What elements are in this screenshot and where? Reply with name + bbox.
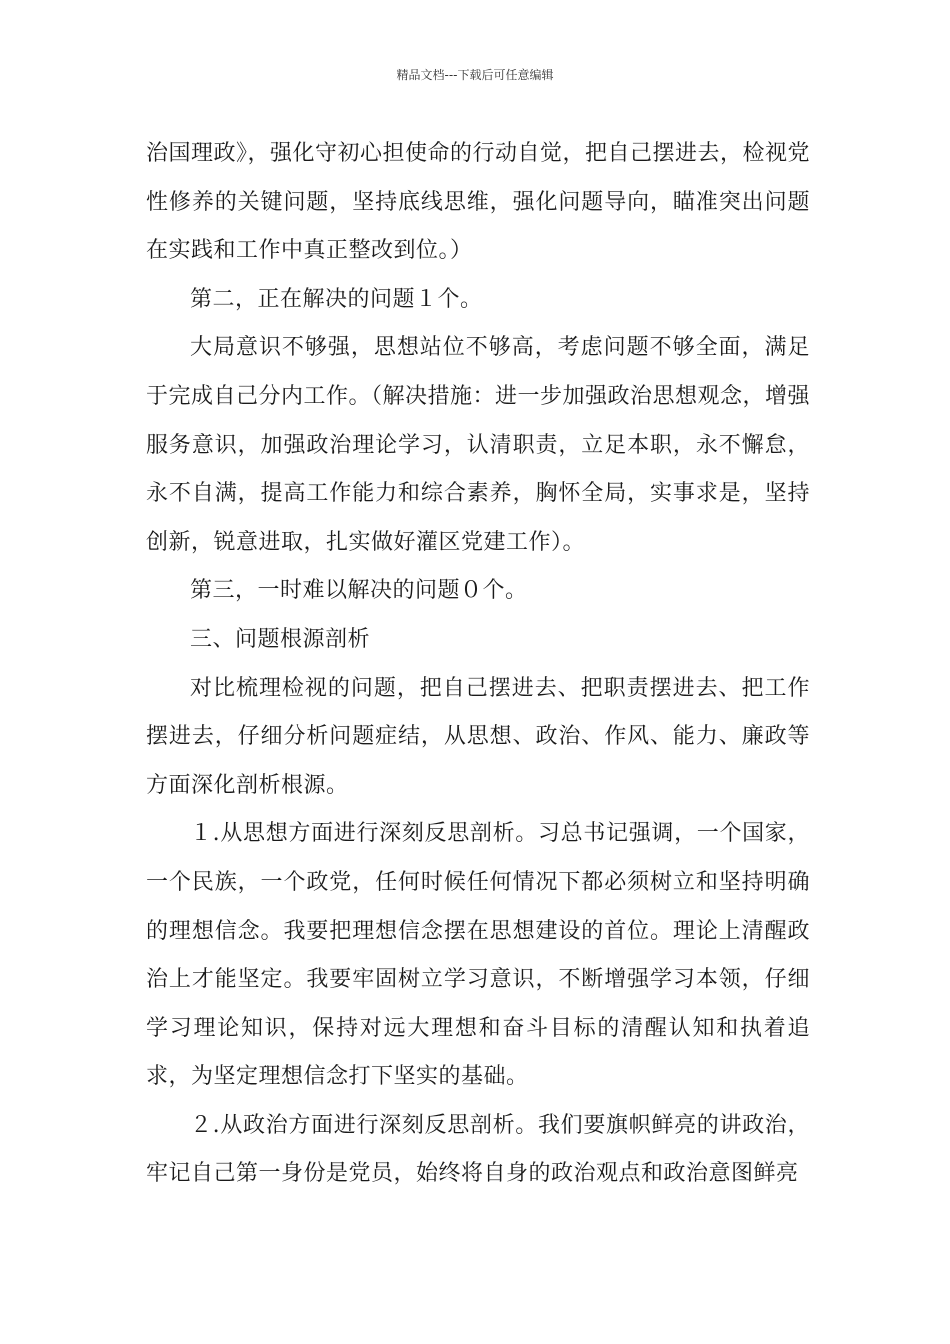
- section-heading: 三、问题根源剖析: [190, 626, 371, 652]
- paragraph-6: １.从思想方面进行深刻反思剖析。习总书记强调，一个国家，一个民族，一个政党，任何时候任何情况下都必须树立和坚持明确的理想信念。我要把理想信念摆在思想建设的首位。理论上清醒政治上才能坚定。我要牢固树立学习意识，不断增强学习本领，仔细学习理论知识，保持对远大理想和奋斗目标的清醒认知和执着追求，为坚定理想信念打下坚实的基础。: [146, 821, 810, 1090]
- document-body: [146, 130, 810, 1199]
- page-header: 精品文档---下载后可任意编辑: [396, 68, 554, 82]
- paragraph-4: 第三，一时难以解决的问题０个。: [190, 578, 528, 604]
- paragraph-2: 第二，正在解决的问题１个。: [190, 286, 483, 312]
- paragraph-5: 对比梳理检视的问题，把自己摆进去、把职责摆进去、把工作摆进去，仔细分析问题症结，从思想、政治、作风、能力、廉政等方面深化剖析根源。: [146, 675, 810, 798]
- paragraph-1: 治国理政》，强化守初心担使命的行动自觉，把自己摆进去，检视党性修养的关键问题，坚持底线思维，强化问题导向，瞄准突出问题在实践和工作中真正整改到位。）: [146, 141, 811, 264]
- paragraph-3: 大局意识不够强，思想站位不够高，考虑问题不够全面，满足于完成自己分内工作。（解决措施：进一步加强政治思想观念，增强服务意识，加强政治理论学习，认清职责，立足本职，永不懈怠，永不自满，提高工作能力和综合素养，胸怀全局，实事求是，坚持创新，锐意进取，扎实做好灌区党建工作）。: [146, 335, 811, 555]
- paragraph-7: ２.从政治方面进行深刻反思剖析。我们要旗帜鲜亮的讲政治，牢记自己第一身份是党员，始终将自身的政治观点和政治意图鲜亮: [146, 1112, 810, 1187]
